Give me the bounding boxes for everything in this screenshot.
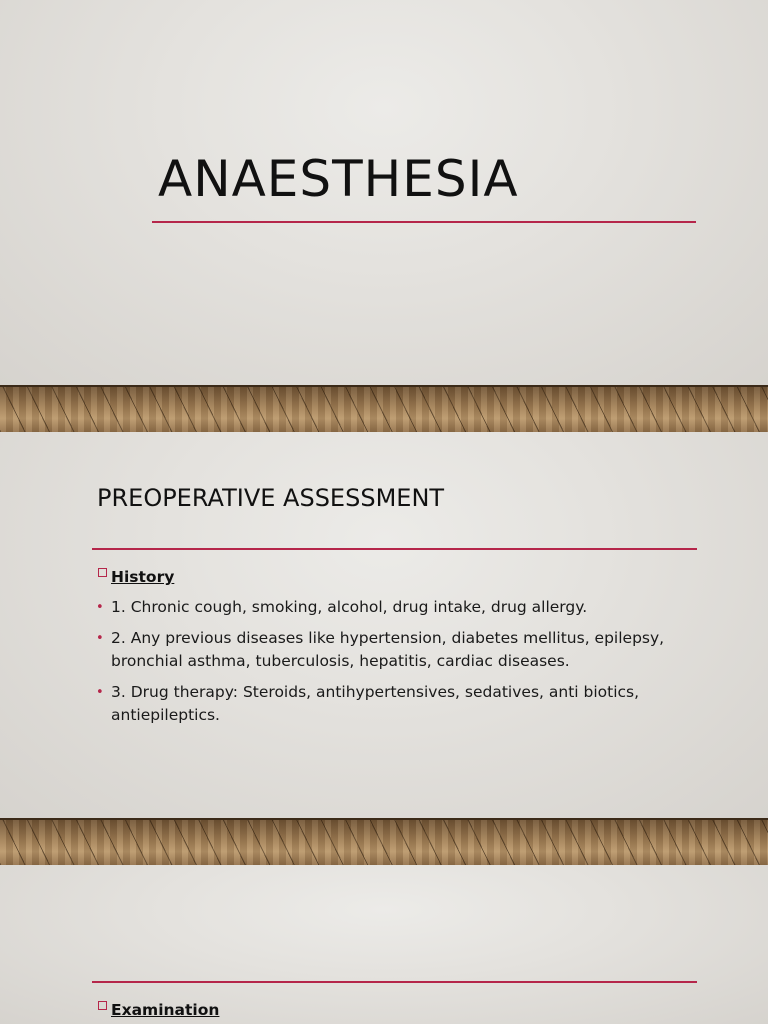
list-item-text: 2. Any previous diseases like hypertension, diabetes mellitus, epilepsy, bronchial asthma, tuberculosis, hepatitis, cardiac diseases. [111, 629, 665, 670]
list-item [96, 627, 696, 673]
slide-2 [0, 432, 768, 818]
square-bullet-icon [98, 568, 107, 577]
heading-divider [92, 548, 697, 550]
heading-divider [92, 981, 697, 983]
slide-3 [0, 865, 768, 1024]
list-item [96, 596, 696, 619]
list-item [96, 681, 696, 727]
wood-floor-divider [0, 818, 768, 866]
section-heading-examination: Examination [111, 1001, 220, 1019]
bullet-list [96, 596, 696, 735]
slide-heading: PREOPERATIVE ASSESSMENT [97, 484, 445, 512]
title-divider [152, 221, 696, 223]
bullet-dot-icon: • [96, 685, 104, 700]
bullet-dot-icon: • [96, 631, 104, 646]
slide-1 [0, 0, 768, 386]
bullet-dot-icon: • [96, 600, 104, 615]
square-bullet-icon [98, 1001, 107, 1010]
slide-title: ANAESTHESIA [158, 150, 519, 208]
list-item-text: 1. Chronic cough, smoking, alcohol, drug intake, drug allergy. [111, 598, 588, 616]
wood-floor-divider [0, 385, 768, 433]
section-heading-history: History [111, 568, 175, 586]
list-item-text: 3. Drug therapy: Steroids, antihypertensives, sedatives, anti biotics, antiepileptics. [111, 683, 640, 724]
